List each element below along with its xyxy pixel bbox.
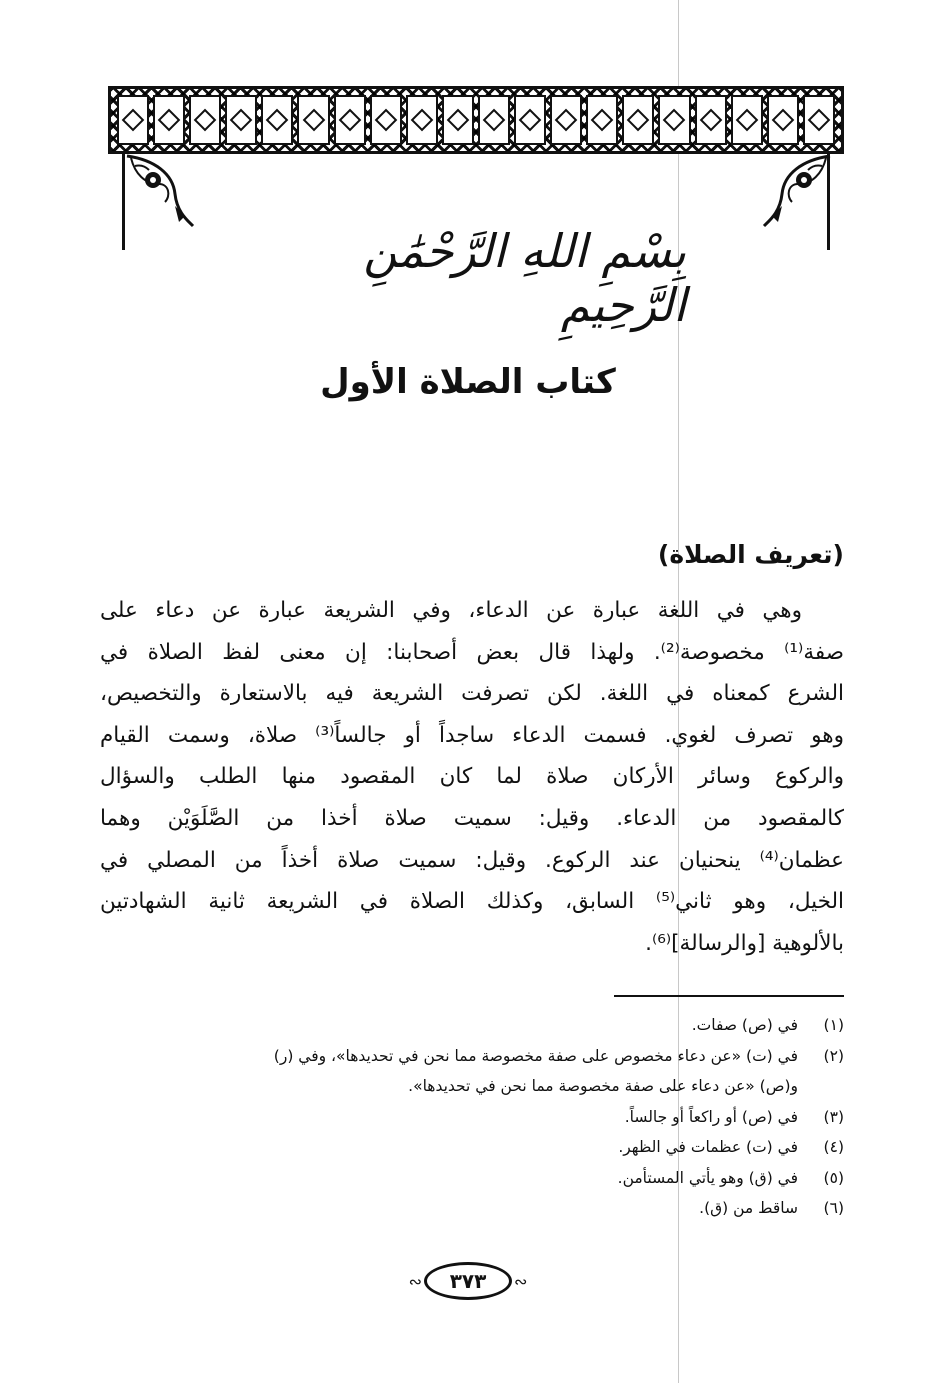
section-heading: (تعريف الصلاة) (657, 540, 844, 569)
footnote-divider (614, 995, 844, 997)
body-line: الخيل، وهو ثاني⁽⁵⁾ السابق، وكذلك الصلاة في الشريعة ثانية الشهادتين (100, 889, 844, 915)
body-line: عظمان⁽⁴⁾ ينحنيان عند الركوع. وقيل: سميت صلاة أخذاً من المصلي في (100, 847, 844, 873)
footnote-number: (٥) (823, 1168, 844, 1187)
flourish-right-icon: ∾ (514, 1271, 528, 1291)
body-line: صفة⁽¹⁾ مخصوصة⁽²⁾. ولهذا قال بعض أصحابنا: إن معنى لفظ الصلاة في (100, 639, 844, 665)
body-line: الشرع كمعناه في اللغة. لكن تصرفت الشريعة فيه بالاستعارة والتخصيص، (100, 681, 844, 707)
footnote (100, 1132, 844, 1163)
footnote-text: في (ق) وهو يأتي المستأمن. (617, 1168, 798, 1187)
footnote-number: (٦) (823, 1199, 844, 1217)
footnote-text: و(ص) «عن دعاء على صفة مخصوصة مما نحن في تحديدها». (408, 1077, 798, 1095)
body-paragraph (100, 590, 844, 964)
footnote (100, 1041, 844, 1072)
body-line: وهو تصرف لغوي. فسمت الدعاء ساجداً أو جالساً⁽³⁾ صلاة، وسمت القيام (100, 722, 844, 748)
body-line: بالألوهية [والرسالة]⁽⁶⁾. (645, 930, 844, 956)
footnote-continuation (100, 1071, 844, 1102)
arabesque-corner-left-icon (125, 154, 195, 234)
ornament-band-icon (108, 86, 844, 154)
footnote (100, 1102, 844, 1133)
footnote-number: (٤) (823, 1138, 844, 1156)
body-line: وهي في اللغة عبارة عن الدعاء، وفي الشريعة عبارة عن دعاء على (100, 598, 802, 623)
chapter-title: كتاب الصلاة الأول (320, 362, 616, 402)
footnote-number: (١) (823, 1016, 844, 1034)
footnote-text: في (ت) عظمات في الظهر. (618, 1138, 798, 1156)
arabesque-corner-right-icon (762, 154, 832, 234)
basmala: بِسْمِ اللهِ الرَّحْمَٰنِ الرَّحِيمِ (363, 224, 686, 332)
body-line: والركوع وسائر الأركان صلاة لما كان المقصود منها الطلب والسؤال (100, 764, 844, 790)
footnote-number: (٢) (823, 1046, 844, 1065)
page-number: ٣٧٣ (424, 1262, 512, 1300)
footnotes (100, 1010, 844, 1224)
footnote-number: (٣) (823, 1107, 844, 1126)
footnote (100, 1193, 844, 1224)
footnote (100, 1010, 844, 1041)
footnote-text: ساقط من (ق). (699, 1199, 798, 1217)
footnote (100, 1163, 844, 1194)
flourish-left-icon: ∾ (408, 1271, 422, 1291)
footnote-text: في (ص) صفات. (691, 1016, 798, 1034)
body-line: كالمقصود من الدعاء. وقيل: سميت صلاة أخذا من الصَّلَوَيْن وهما (100, 805, 844, 831)
footnote-text: في (ص) أو راكعاً أو جالساً. (624, 1107, 798, 1126)
footnote-text: في (ت) «عن دعاء مخصوص على صفة مخصوصة مما نحن في تحديدها»، وفي (ر) (273, 1046, 798, 1065)
page-number-frame (396, 1258, 540, 1304)
